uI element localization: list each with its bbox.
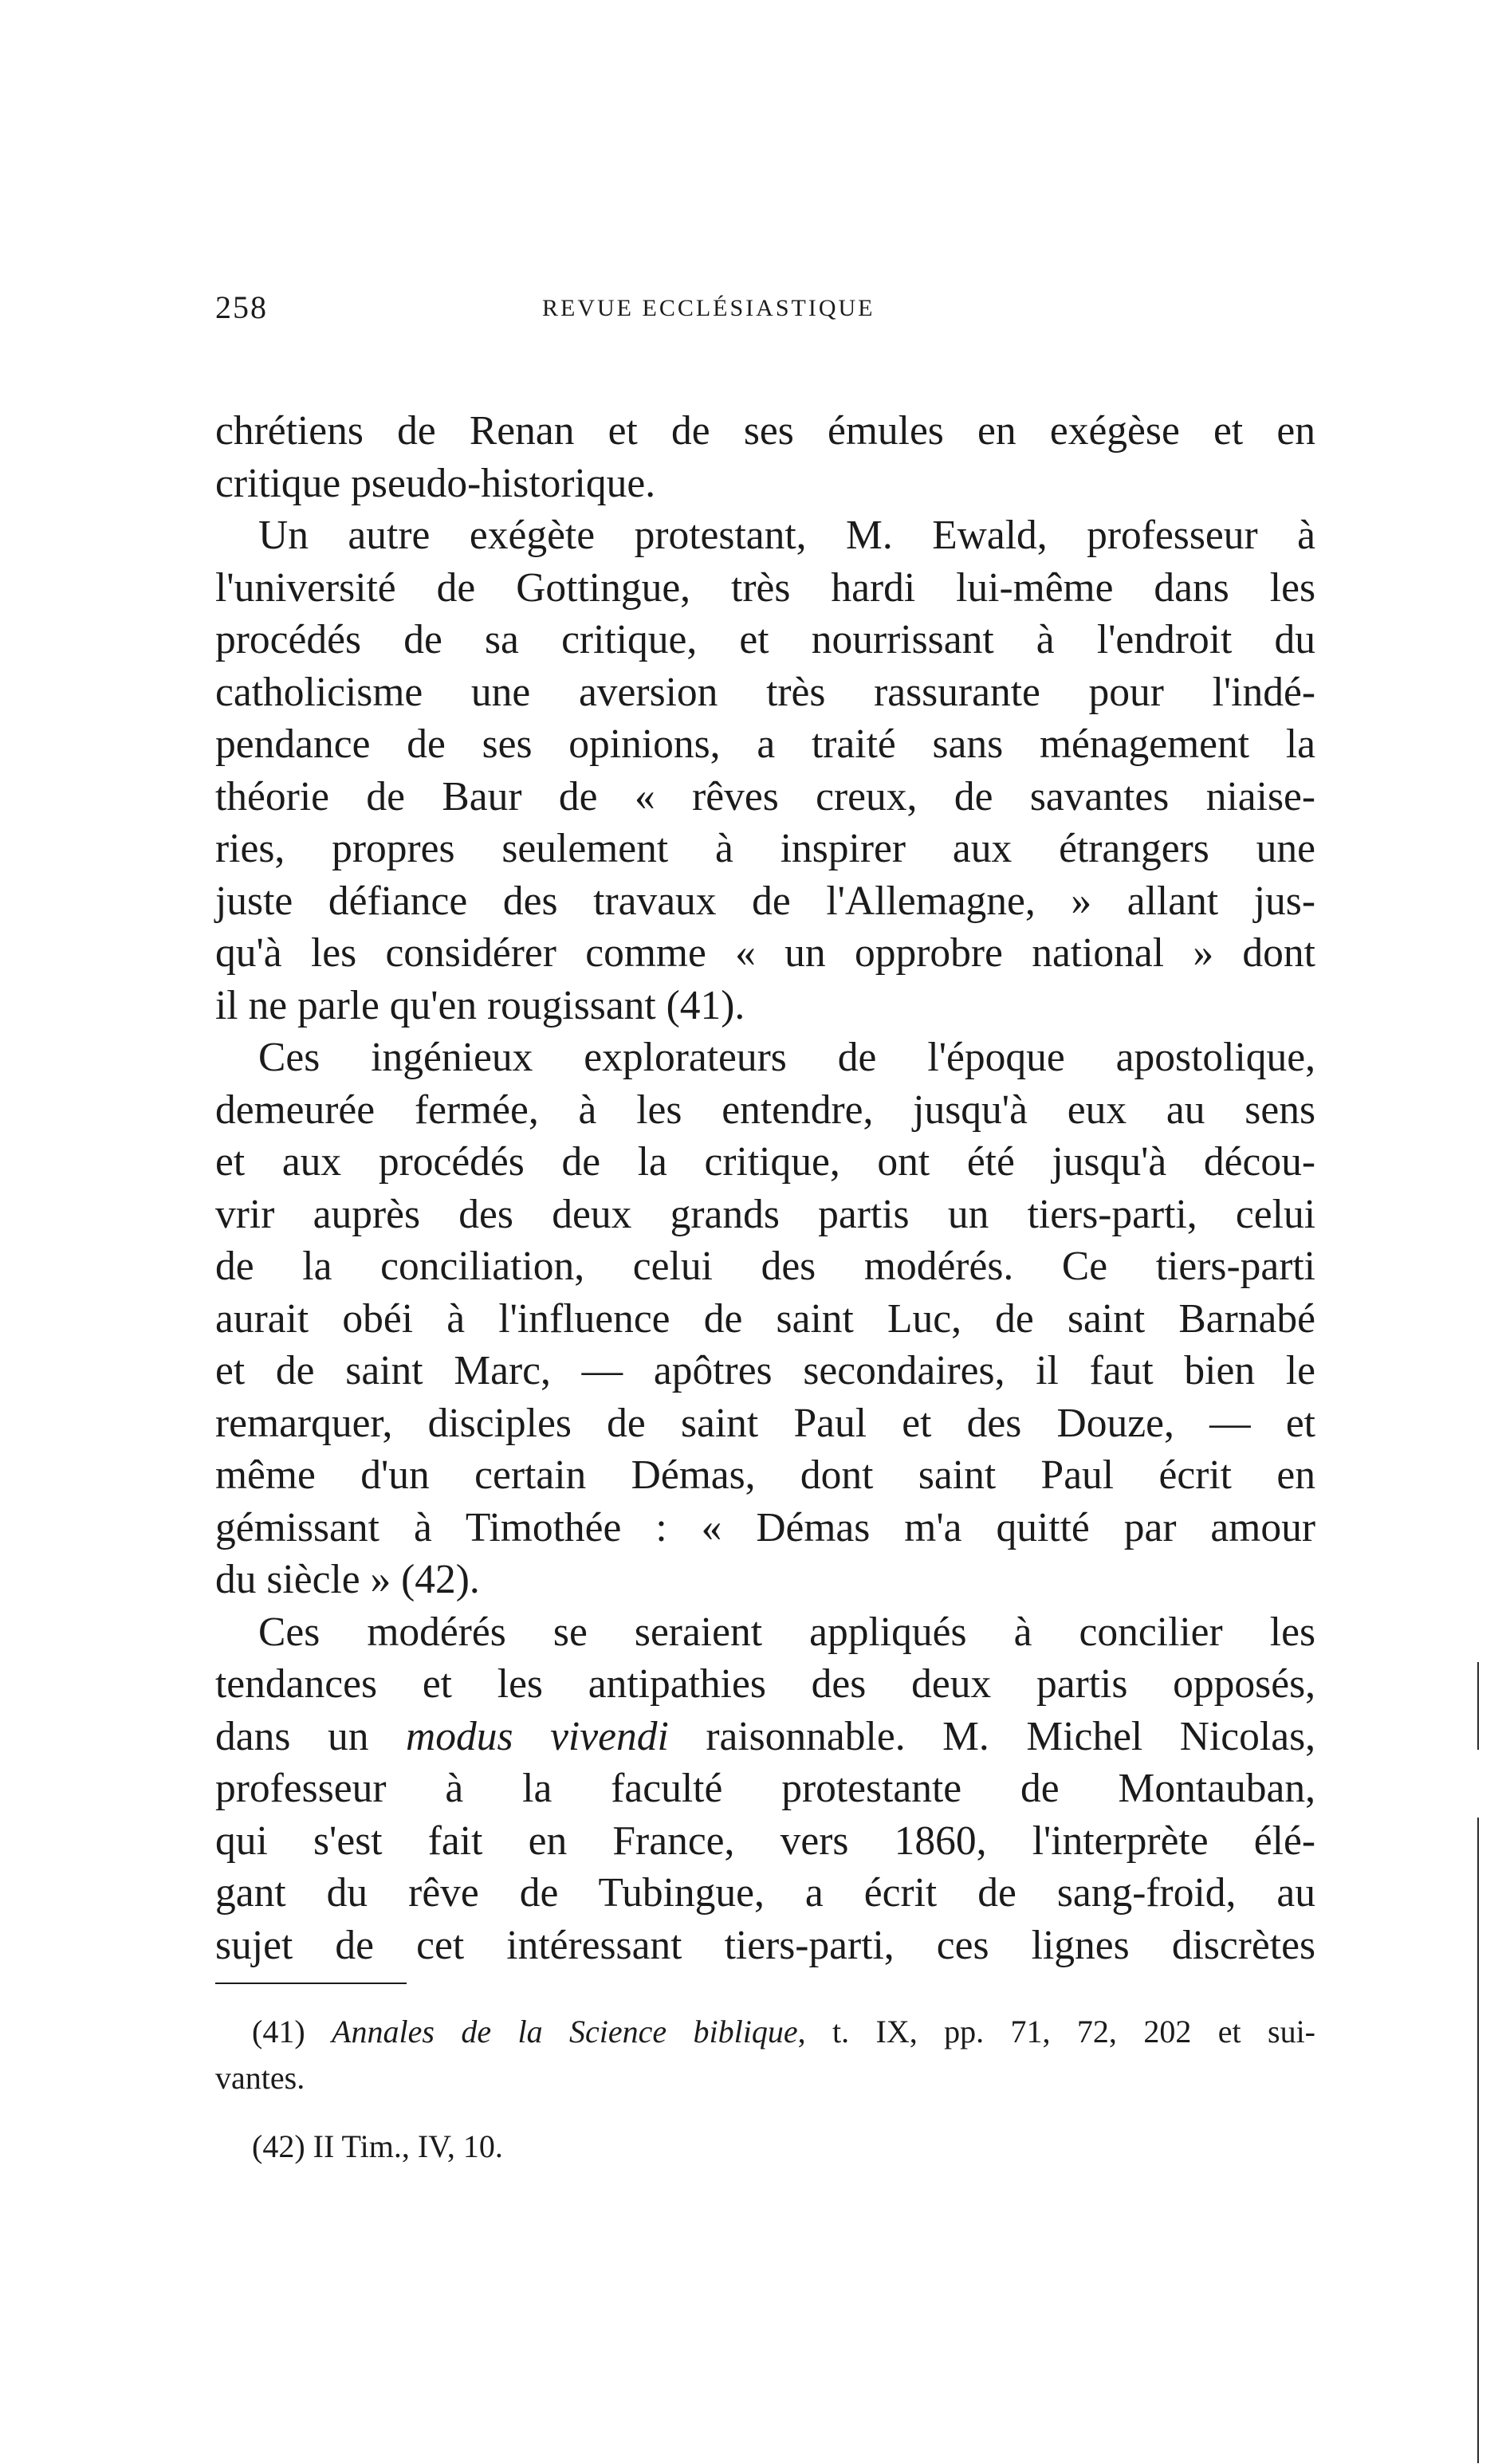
text-line: l'université de Gottingue, très hardi lui-même dans les: [215, 564, 1315, 611]
text-line: qu'à les considérer comme « un opprobre national » dont: [215, 930, 1315, 976]
body-text: [215, 405, 1315, 1971]
text-line: remarquer, disciples de saint Paul et des Douze, — et: [215, 1400, 1315, 1446]
running-title: REVUE ECCLÉSIASTIQUE: [542, 295, 875, 321]
footnote-41-continued: vantes.: [215, 2060, 305, 2096]
text-line: Ces ingénieux explorateurs de l'époque apostolique,: [258, 1035, 1315, 1080]
text-line: [215, 1711, 1315, 1763]
footnote-number: (41): [252, 2014, 332, 2049]
text-line: théorie de Baur de « rêves creux, de savantes niaise-: [215, 773, 1315, 819]
text-line: catholicisme une aversion très rassurante pour l'indé-: [215, 669, 1315, 715]
text-line: juste défiance des travaux de l'Allemagne, » allant jus-: [215, 878, 1315, 924]
text-line: il ne parle qu'en rougissant (41).: [215, 982, 745, 1028]
footnote-text: , t. IX, pp. 71, 72, 202 et sui-: [797, 2014, 1315, 2049]
text-line: et de saint Marc, — apôtres secondaires, il faut bien le: [215, 1348, 1315, 1393]
text-line: aurait obéi à l'influence de saint Luc, de saint Barnabé: [215, 1295, 1315, 1342]
text-line: demeurée fermée, à les entendre, jusqu'à eux au sens: [215, 1087, 1315, 1133]
text-line: gémissant à Timothée : « Démas m'a quitté par amour: [215, 1504, 1315, 1550]
text-line: tendances et les antipathies des deux partis opposés,: [215, 1661, 1315, 1707]
footnote-42: (42) II Tim., IV, 10.: [252, 2128, 503, 2164]
text-line: critique pseudo-historique.: [215, 460, 656, 506]
footnote-book-title: Annales de la Science biblique: [332, 2014, 798, 2049]
text-line: vrir auprès des deux grands partis un tiers-parti, celui: [215, 1191, 1315, 1237]
footnote-41: [215, 2009, 1315, 2055]
text-line: même d'un certain Démas, dont saint Paul écrit en: [215, 1452, 1315, 1498]
latin-phrase: modus vivendi: [406, 1713, 669, 1759]
text-line: Ces modérés se seraient appliqués à concilier les: [258, 1609, 1315, 1655]
footnote-rule: [215, 1983, 407, 1984]
margin-scan-mark: [1477, 1662, 1479, 1750]
text-line: procédés de sa critique, et nourrissant à l'endroit du: [215, 617, 1315, 662]
text-line: sujet de cet intéressant tiers-parti, ces lignes discrètes: [215, 1922, 1315, 1968]
text-line: et aux procédés de la critique, ont été jusqu'à décou-: [215, 1139, 1315, 1185]
text-line: ries, propres seulement à inspirer aux étrangers une: [215, 826, 1315, 871]
running-head: [215, 289, 1315, 336]
text-line: professeur à la faculté protestante de Montauban,: [215, 1766, 1315, 1811]
text-fragment: raisonnable. M. Michel Nicolas,: [668, 1713, 1315, 1759]
page-number: 258: [215, 289, 268, 325]
text-line: Un autre exégète protestant, M. Ewald, professeur à: [258, 513, 1315, 558]
text-line: du siècle » (42).: [215, 1557, 480, 1602]
text-line: pendance de ses opinions, a traité sans ménagement la: [215, 721, 1315, 767]
text-line: qui s'est fait en France, vers 1860, l'interprète élé-: [215, 1818, 1315, 1864]
footnotes: [215, 2009, 1315, 2170]
text-line: gant du rêve de Tubingue, a écrit de sang-froid, au: [215, 1870, 1315, 1916]
text-fragment: dans un: [215, 1713, 407, 1759]
text-line: chrétiens de Renan et de ses émules en exégèse et en: [215, 408, 1315, 454]
text-line: de la conciliation, celui des modérés. Ce tiers-parti: [215, 1244, 1315, 1289]
margin-scan-mark: [1477, 1818, 1479, 2463]
